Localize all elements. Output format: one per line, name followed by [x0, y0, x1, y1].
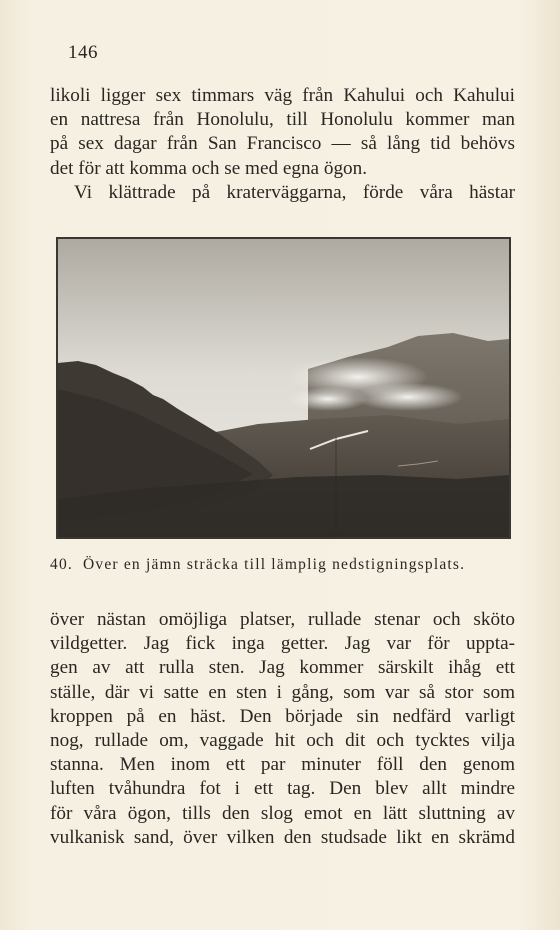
figure-caption — [50, 556, 515, 574]
bottom-paragraph — [50, 608, 515, 850]
page-number: 146 — [68, 42, 98, 63]
text-line: likoli ligger sex timmars väg från Kahului och Kahului — [50, 85, 515, 106]
figure-caption-text: Över en jämn sträcka till lämplig nedstigningsplats. — [82, 556, 466, 573]
crater-landscape-image — [58, 239, 509, 537]
crater-photograph — [56, 237, 511, 539]
figure-number: 40. — [50, 556, 73, 573]
text-line: ställe, där vi satte en sten i gång, som var så stor som — [50, 681, 515, 703]
text-line: över nästan omöjliga platser, rullade stenar och sköto — [50, 609, 515, 630]
text-line: luften tvåhundra fot i ett tag. Den blev allt mindre — [50, 778, 515, 800]
text-line: nog, rullade om, vaggade hit och dit och tycktes vilja — [50, 730, 515, 752]
text-line: gen av att rulla sten. Jag kommer särskilt ihåg ett — [50, 657, 515, 679]
text-line: vildgetter. Jag fick inga getter. Jag var för uppta- — [50, 633, 515, 655]
text-line: en nattresa från Honolulu, till Honolulu kommer man — [50, 109, 515, 131]
cloud — [353, 383, 463, 411]
text-line: kroppen på en häst. Den började sin nedfärd varligt — [50, 705, 515, 727]
text-line: stanna. Men inom ett par minuter föll den genom — [50, 754, 515, 776]
text-line: Vi klättrade på kraterväggarna, förde våra hästar — [74, 181, 515, 203]
cloud — [288, 387, 368, 411]
text-line: det för att komma och se med egna ögon. — [50, 157, 368, 179]
top-paragraph — [50, 84, 515, 205]
text-line: på sex dagar från San Francisco — så lång tid behövs — [50, 133, 515, 155]
text-line: vulkanisk sand, över vilken den studsade likt en skrämd — [50, 826, 515, 848]
text-line: för våra ögon, tills den slog emot en lätt sluttning av — [50, 802, 515, 824]
